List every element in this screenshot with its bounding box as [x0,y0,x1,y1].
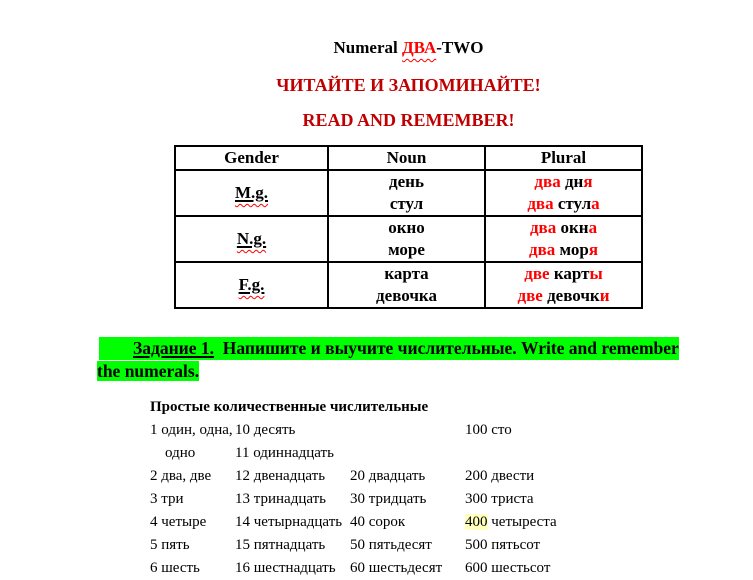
numeral-row [150,488,625,511]
text-segment: ДВА [401,38,437,57]
numeral-cell [350,442,465,465]
gender-label-text: N.g. [236,229,267,248]
numeral-row [150,534,625,557]
header-row [175,146,642,170]
numeral-cell: 60 шестьдесят [350,560,443,576]
text-segment: -TWO [436,38,484,57]
numeral-cell: 5 пять [150,537,190,553]
numeral-row [150,511,625,534]
column-header: Plural [485,146,642,170]
numeral-cell [350,419,465,442]
task-line-1 [99,337,679,360]
gender-cell [175,170,328,216]
numeral-cell: 600 шестьсот [465,560,551,576]
noun-cell [328,216,485,262]
numeral-cell: 100 сто [465,422,512,438]
numeral-cell: 4 четыре [150,514,207,530]
document-content [97,0,720,580]
plural-cell [485,262,642,308]
numeral-cell: 50 пятьдесят [350,537,432,553]
numeral-cell: 14 четырнадцать [235,514,343,530]
numeral-cell: 3 три [150,491,184,507]
task-text: Напишите и выучите числительные. Write and remember [214,338,679,358]
subtitle-english: READ AND REMEMBER! [302,110,515,130]
numeral-cell: 200 двести [465,468,535,484]
plural-cell [485,216,642,262]
noun-text: окно [388,218,425,237]
table-row [175,262,642,308]
noun-text: стул [389,194,424,213]
numeral-cell: 12 двенадцать [235,468,326,484]
text-segment: мор [555,240,589,259]
numeral-cell: 15 пятнадцать [235,537,326,553]
text-segment: а [588,218,598,237]
task-line-2: the numerals. [97,361,200,381]
noun-cell [328,262,485,308]
text-segment: я [583,172,593,191]
highlighted-number: 400 [465,514,488,530]
numeral-cell: 16 шестнадцать [235,560,336,576]
numeral-cell: 400 четыреста [465,514,557,530]
numeral-cell: 300 триста [465,491,534,507]
column-header: Gender [175,146,328,170]
text-segment: два [529,218,557,237]
page-title [97,38,720,57]
column-header: Noun [328,146,485,170]
text-segment: карт [549,264,590,283]
text-segment: ы [589,264,603,283]
text-segment: две [524,264,550,283]
text-segment: два [528,240,556,259]
plural-text [529,240,598,259]
gender-label [235,183,268,202]
numeral-cell: 10 десять [235,422,296,438]
numeral-row [150,557,625,580]
noun-text: карта [384,264,429,283]
gender-label [239,275,265,294]
numeral-cell: 40 сорок [350,514,406,530]
numeral-cell: 20 двадцать [350,468,426,484]
plural-text [517,286,609,305]
numeral-row [150,442,625,465]
text-segment: дн [560,172,584,191]
numerals-heading: Простые количественные числительные [150,399,429,415]
numeral-cell: 11 одиннадцать [235,445,334,461]
numeral-cell: 1 один, одна, [150,422,233,438]
gender-table-header [175,146,642,170]
numeral-cell: 13 тринадцать [235,491,327,507]
gender-label-text: M.g. [234,183,269,202]
text-segment: девочк [542,286,600,305]
numerals-table [150,419,625,580]
numeral-cell: 2 два, две [150,468,212,484]
noun-text: день [389,172,424,191]
gender-label-text: F.g. [238,275,265,294]
plural-text [524,264,602,283]
text-segment: и [599,286,610,305]
plural-cell [485,170,642,216]
numerals-table-body [150,419,625,580]
text-segment: стул [553,194,592,213]
subtitle-russian: ЧИТАЙТЕ И ЗАПОМИНАЙТЕ! [276,75,541,95]
numeral-cell: 30 тридцать [350,491,427,507]
numerals-section [150,396,720,580]
gender-table [174,145,643,309]
text-segment: два [534,172,561,191]
numeral-cell: 6 шесть [150,560,200,576]
numeral-row [150,465,625,488]
noun-text: море [388,240,425,259]
gender-cell [175,216,328,262]
text-segment: два [527,194,554,213]
numeral-cell [465,442,625,465]
text-segment: две [517,286,543,305]
numeral-cell: 500 пятьсот [465,537,541,553]
plural-text [527,194,599,213]
gender-cell [175,262,328,308]
gender-label [237,229,266,248]
text-segment: Numeral [333,38,402,57]
plural-text [530,218,597,237]
numeral-cell: одно [150,445,196,461]
text-segment: а [591,194,600,213]
plural-text [534,172,592,191]
text-segment: я [588,240,599,259]
task-paragraph [97,337,720,383]
table-row [175,170,642,216]
table-row [175,216,642,262]
text-segment: окн [556,218,589,237]
noun-text: девочка [376,286,437,305]
task-heading: Задание 1. [133,338,215,358]
gender-table-body [175,170,642,308]
noun-cell [328,170,485,216]
numeral-row [150,419,625,442]
